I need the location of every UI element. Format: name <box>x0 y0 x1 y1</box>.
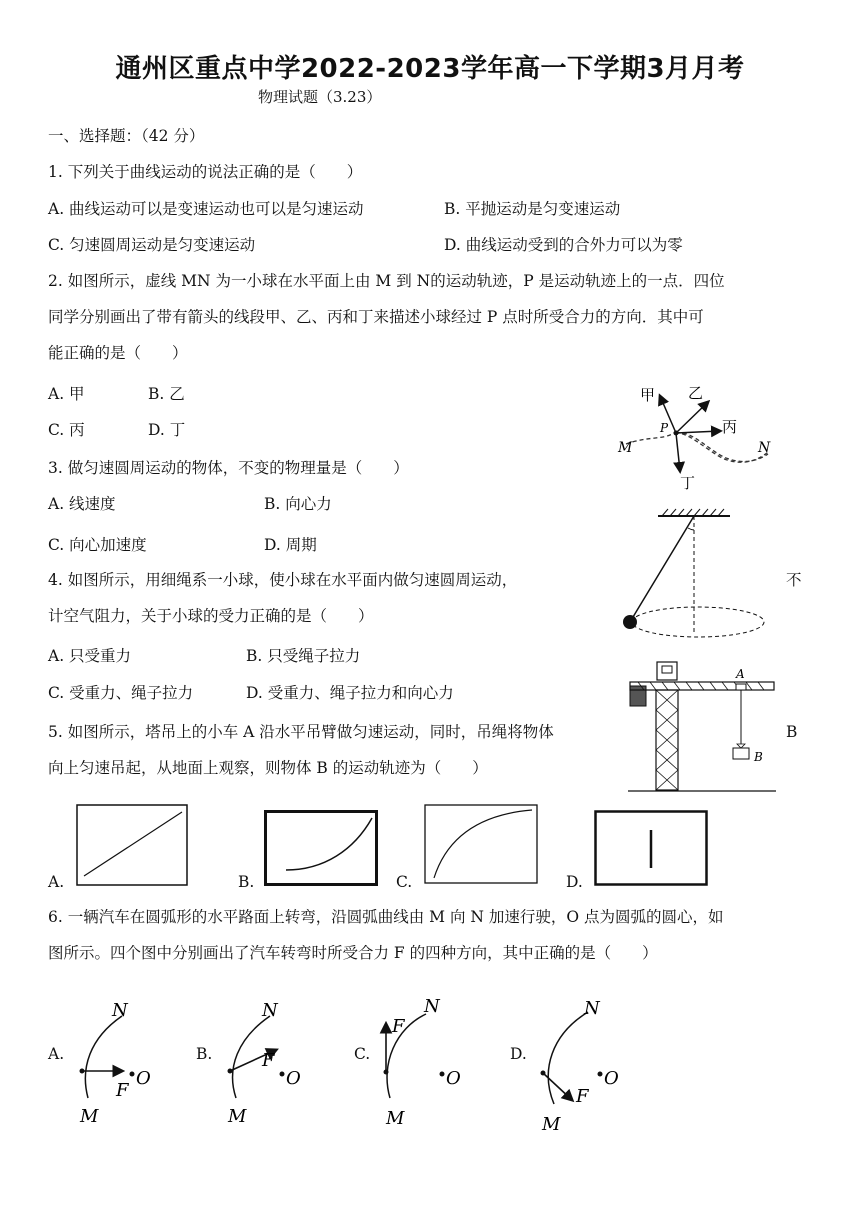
label-n: N <box>424 996 440 1017</box>
q5-label-a: A. <box>48 873 65 891</box>
q2-stem-line1: 2. 如图所示，虚线 MN 为一小球在水平面上由 M 到 N的运动轨迹，P 是运动轨迹上的一点．四位 <box>48 272 725 290</box>
string <box>630 516 694 622</box>
label-o: O <box>446 1068 461 1089</box>
label-n: N <box>112 1000 128 1021</box>
q5-option-d-graph <box>594 810 708 886</box>
label-m: M <box>386 1108 405 1129</box>
q1-option-d: D. 曲线运动受到的合外力可以为零 <box>444 236 683 254</box>
exam-subtitle: 物理试题（3.23） <box>258 88 382 106</box>
q2-trajectory-figure <box>608 378 808 493</box>
q3-option-d: D. 周期 <box>264 536 317 554</box>
q6-option-d-diagram <box>532 994 642 1134</box>
load-b <box>733 748 749 759</box>
q5-option-a-graph <box>76 804 188 886</box>
q1-option-c: C. 匀速圆周运动是匀变速运动 <box>48 236 256 254</box>
q6-label-d: D. <box>510 1045 527 1063</box>
label-m: M <box>542 1114 561 1135</box>
label-n: N <box>262 1000 278 1021</box>
jib <box>630 682 774 690</box>
arrow-yi <box>676 402 708 433</box>
trajectory-curve <box>626 431 768 462</box>
label-ding: 丁 <box>680 474 696 492</box>
q4-option-a: A. 只受重力 <box>48 647 132 665</box>
q4-stem-line2: 计空气阻力，关于小球的受力正确的是（ ） <box>48 607 374 625</box>
q4-option-c: C. 受重力、绳子拉力 <box>48 684 194 702</box>
label-m: M <box>618 440 633 456</box>
label-n: N <box>758 440 771 456</box>
label-o: O <box>286 1068 301 1089</box>
label-bing: 丙 <box>722 418 738 436</box>
q4-option-b: B. 只受绳子拉力 <box>246 647 361 665</box>
q6-option-b-diagram <box>218 998 318 1128</box>
q5-label-b: B. <box>238 873 255 891</box>
q5-stem-line2: 向上匀速吊起，从地面上观察，则物体 B 的运动轨迹为（ ） <box>48 759 488 777</box>
label-jia: 甲 <box>640 386 656 404</box>
q1-option-b: B. 平抛运动是匀变速运动 <box>444 200 621 218</box>
q5-label-c: C. <box>396 873 413 891</box>
label-b: B <box>754 750 763 764</box>
q4-stem-line1-end: 不 <box>786 571 802 589</box>
q6-label-b: B. <box>196 1045 213 1063</box>
q4-conical-pendulum-figure <box>618 506 768 641</box>
q2-option-d: D. 丁 <box>148 421 186 439</box>
q5-stem-line1: 5. 如图所示，塔吊上的小车 A 沿水平吊臂做匀速运动，同时，吊绳将物体 <box>48 723 554 741</box>
arrow-ding <box>676 433 680 471</box>
arrow-bing <box>676 431 720 433</box>
q5-stem-line1-end: B <box>786 723 798 741</box>
cab <box>657 662 677 680</box>
label-f: F <box>392 1016 405 1037</box>
label-o: O <box>604 1068 619 1089</box>
label-n: N <box>584 998 600 1019</box>
q2-stem-line3: 能正确的是（ ） <box>48 344 188 362</box>
label-f: F <box>576 1086 589 1107</box>
q2-stem-line2: 同学分别画出了带有箭头的线段甲、乙、丙和丁来描述小球经过 P 点时所受合力的方向．其中可 <box>48 308 704 326</box>
label-m: M <box>228 1106 247 1127</box>
q2-option-a: A. 甲 <box>48 385 85 403</box>
q5-label-d: D. <box>566 873 583 891</box>
label-yi: 乙 <box>688 384 704 402</box>
label-f: F <box>116 1080 129 1101</box>
q6-label-a: A. <box>48 1045 65 1063</box>
q4-option-d: D. 受重力、绳子拉力和向心力 <box>246 684 454 702</box>
circular-path <box>632 607 764 637</box>
ball <box>623 615 637 629</box>
q3-option-a: A. 线速度 <box>48 495 116 513</box>
q3-stem: 3. 做匀速圆周运动的物体，不变的物理量是（ ） <box>48 459 409 477</box>
q6-stem-line2: 图所示。四个图中分别画出了汽车转弯时所受合力 F 的四种方向，其中正确的是（ ） <box>48 944 658 962</box>
q5-option-c-graph <box>424 804 538 884</box>
trolley-a <box>736 684 746 690</box>
q5-tower-crane-figure <box>628 656 778 796</box>
q2-option-c: C. 丙 <box>48 421 85 439</box>
label-a: A <box>736 667 745 681</box>
q4-stem-line1: 4. 如图所示，用细绳系一小球，使小球在水平面内做匀速圆周运动， <box>48 571 518 589</box>
q5-option-b-graph <box>264 810 378 886</box>
q6-stem-line1: 6. 一辆汽车在圆弧形的水平路面上转弯，沿圆弧曲线由 M 向 N 加速行驶，O 点为圆弧的圆心，如 <box>48 908 724 926</box>
exam-title: 通州区重点中学2022-2023学年高一下学期3月月考 <box>115 54 745 84</box>
q2-option-b: B. 乙 <box>148 385 185 403</box>
label-f: F <box>262 1050 275 1071</box>
q3-option-b: B. 向心力 <box>264 495 332 513</box>
q6-option-a-diagram <box>70 998 170 1128</box>
q3-option-c: C. 向心加速度 <box>48 536 147 554</box>
q1-stem: 1. 下列关于曲线运动的说法正确的是（ ） <box>48 163 363 181</box>
label-p: P <box>660 421 669 435</box>
label-m: M <box>80 1106 99 1127</box>
section-heading: 一、选择题：（42 分） <box>48 127 205 145</box>
q6-label-c: C. <box>354 1045 371 1063</box>
q1-option-a: A. 曲线运动可以是变速运动也可以是匀速运动 <box>48 200 364 218</box>
label-o: O <box>136 1068 151 1089</box>
q6-option-c-diagram <box>376 994 476 1129</box>
